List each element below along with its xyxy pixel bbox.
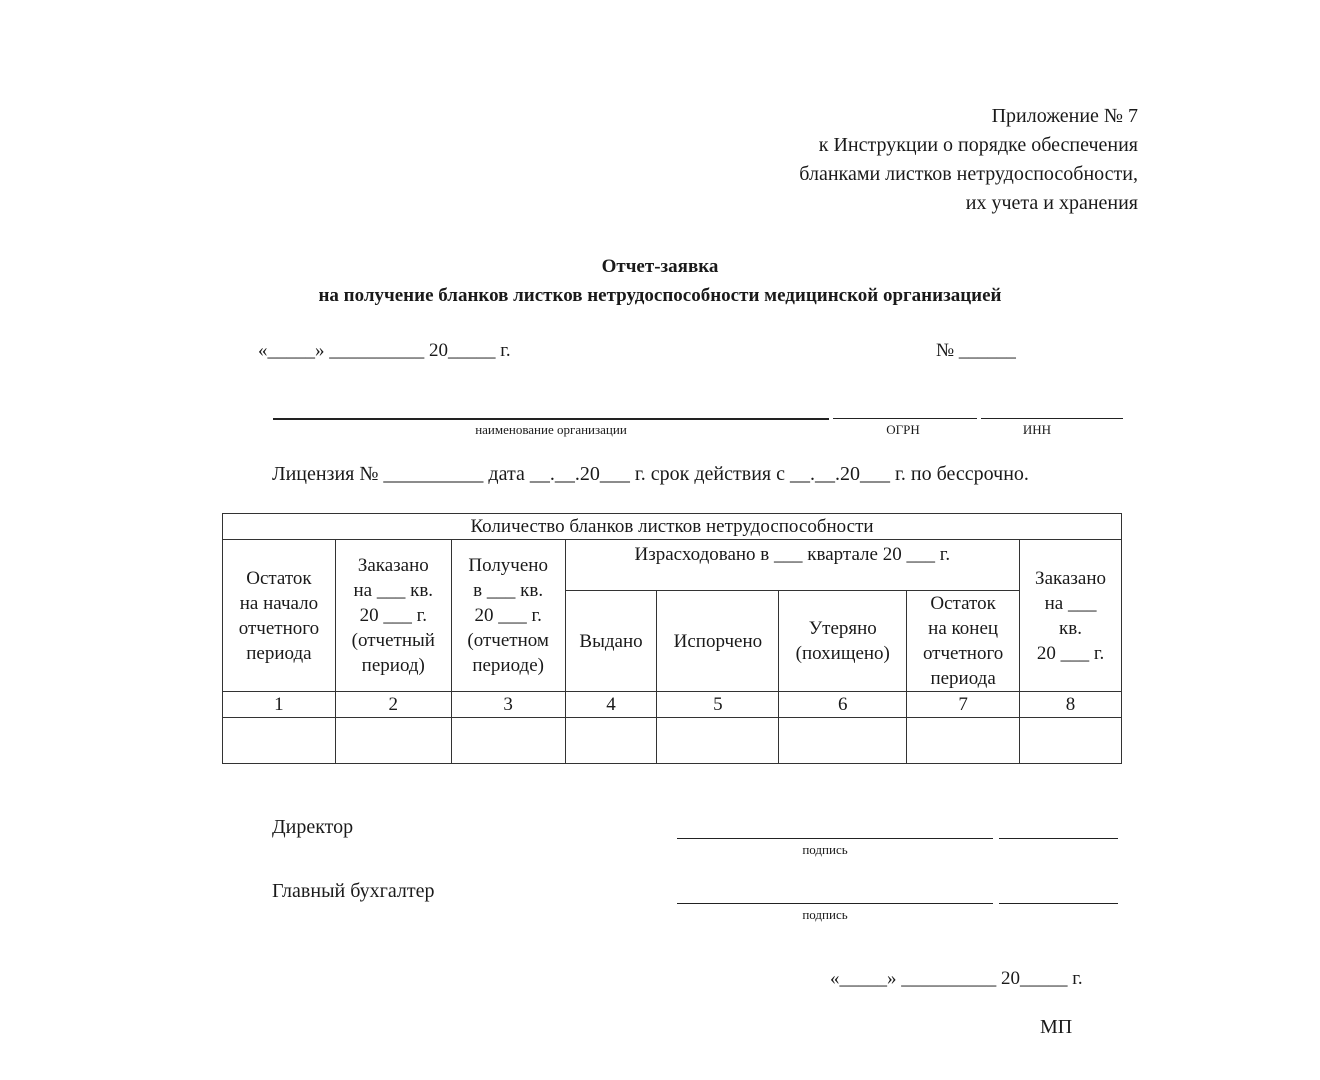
director-signature-line[interactable]: [677, 838, 993, 839]
col-header-spent: Израсходовано в ___ квартале 20 ___ г.: [565, 540, 1019, 591]
signature-caption: подпись: [802, 842, 848, 857]
footer-date: «_____» __________ 20_____ г.: [830, 968, 1083, 989]
column-number: 5: [657, 692, 779, 718]
column-number-row: [223, 692, 1122, 718]
col-header-start-balance: Остаток на начало отчетного периода: [223, 540, 336, 692]
column-number: 6: [779, 692, 907, 718]
column-number: 7: [907, 692, 1020, 718]
accountant-signature-line[interactable]: [677, 903, 993, 904]
data-cell[interactable]: [779, 718, 907, 764]
ogrn-caption: ОГРН: [886, 422, 920, 437]
data-cell[interactable]: [907, 718, 1020, 764]
col-header-next-order: Заказано на ___ кв. 20 ___ г.: [1020, 540, 1122, 692]
org-name-caption: наименование организации: [475, 422, 627, 437]
col-header-received: Получено в ___ кв. 20 ___ г. (отчетном периоде): [451, 540, 565, 692]
data-cell[interactable]: [335, 718, 451, 764]
col-header-spoiled: Испорчено: [657, 591, 779, 692]
annex-line: Приложение № 7: [991, 105, 1138, 127]
title-line-1: Отчет-заявка: [601, 256, 719, 277]
column-number: 3: [451, 692, 565, 718]
data-cell[interactable]: [657, 718, 779, 764]
col-header-ordered: Заказано на ___ кв. 20 ___ г. (отчетный период): [335, 540, 451, 692]
column-number: 4: [565, 692, 657, 718]
col-header-lost: Утеряно (похищено): [779, 591, 907, 692]
col-header-end-balance: Остаток на конец отчетного периода: [907, 591, 1020, 692]
annex-line: их учета и хранения: [965, 192, 1138, 214]
annex-line: к Инструкции о порядке обеспечения: [818, 134, 1138, 156]
data-cell[interactable]: [451, 718, 565, 764]
accountant-label: Главный бухгалтер: [272, 880, 435, 902]
title-line-2: на получение бланков листков нетрудоспособности медицинской организацией: [318, 285, 1002, 306]
col-header-issued: Выдано: [565, 591, 657, 692]
table-main-header: Количество бланков листков нетрудоспособности: [223, 514, 1122, 540]
header-number: № ______: [936, 340, 1016, 361]
data-cell[interactable]: [565, 718, 657, 764]
stamp-label: МП: [1040, 1016, 1073, 1038]
accountant-name-line[interactable]: [999, 903, 1118, 904]
document-title: [0, 252, 1320, 310]
inn-line: [981, 418, 1123, 419]
director-label: Директор: [272, 816, 354, 838]
column-number: 1: [223, 692, 336, 718]
director-name-line[interactable]: [999, 838, 1118, 839]
data-cell[interactable]: [1020, 718, 1122, 764]
empty-data-row: [223, 718, 1122, 764]
org-name-line: [273, 418, 829, 420]
signature-caption: подпись: [802, 907, 848, 922]
annex-block: [799, 102, 1138, 218]
column-number: 8: [1020, 692, 1122, 718]
header-date: «_____» __________ 20_____ г.: [258, 340, 511, 361]
annex-line: бланками листков нетрудоспособности,: [799, 163, 1138, 185]
column-number: 2: [335, 692, 451, 718]
report-table: [222, 513, 1122, 764]
license-line: Лицензия № __________ дата __.__.20___ г. срок действия с __.__.20___ г. по бессрочно.: [272, 463, 1029, 485]
ogrn-line: [833, 418, 977, 419]
data-cell[interactable]: [223, 718, 336, 764]
inn-caption: ИНН: [1022, 422, 1052, 437]
